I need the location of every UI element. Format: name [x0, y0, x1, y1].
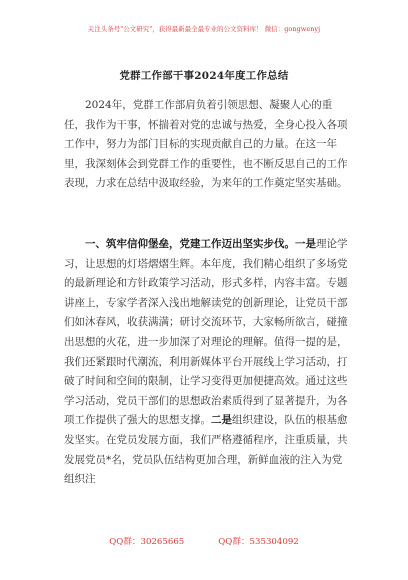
lead-marker-1: 一是 [295, 238, 316, 250]
lead-marker-2: 二是 [211, 414, 232, 427]
header-banner: 关注头条号"公文研究"，获得最新最全最专业的公文资料库！ 微信：gongwenyj [87, 25, 321, 33]
section-text-2: 组织建设，队伍的根基愈发坚实。在党员发展方面，我们严格遵循程序，注重质量，共发展党员*名，党员队伍结构更加合理，新鲜血液的注入为党组织注 [64, 414, 348, 486]
section-text-1: 理论学习，让思想的灯塔熠熠生辉。本年度，我们精心组织了多场党的最新理论和方针政策学习活动，形式多样，内容丰富。专题讲座上，专家学者深入浅出地解读党的创新理论，让党员干部们如沐春风，收获满满；研讨交流环节，大家畅所欲言，碰撞出思想的火花，进一步加深了对理论的理解。值得一提的是，我们还紧跟时代潮流，利用新媒体平台开展线上学习活动，打破了时间和空间的限制，让学习变得更加便捷高效。通过这些学习活动，党员干部们的思想政治素质得到了显著提升，为各项工作提供了强大的思想支撑。 [64, 238, 348, 427]
footer-qq-group-1: QQ群：30265665 [109, 537, 185, 547]
paragraph-intro-text: 2024年，党群工作部肩负着引领思想、凝聚人心的重任，我作为干事，怀揣着对党的忠诚与热爱，全身心投入各项工作中，努力为部门目标的实现贡献自己的力量。在这一年里，我深刻体会到党群工作的重要性，也不断反思自己的工作表现，力求在总结中汲取经验，为来年的工作奠定坚实基础。 [64, 99, 348, 190]
paragraph-party-building [64, 235, 350, 490]
footer-qq-group-2: QQ群：535304092 [218, 537, 299, 547]
footer [0, 535, 408, 547]
section-heading: 一、筑牢信仰堡垒，党建工作迈出坚实步伐。 [85, 238, 295, 250]
document-title: 党群工作部干事2024年度工作总结 [119, 70, 289, 82]
paragraph-intro [64, 96, 350, 194]
